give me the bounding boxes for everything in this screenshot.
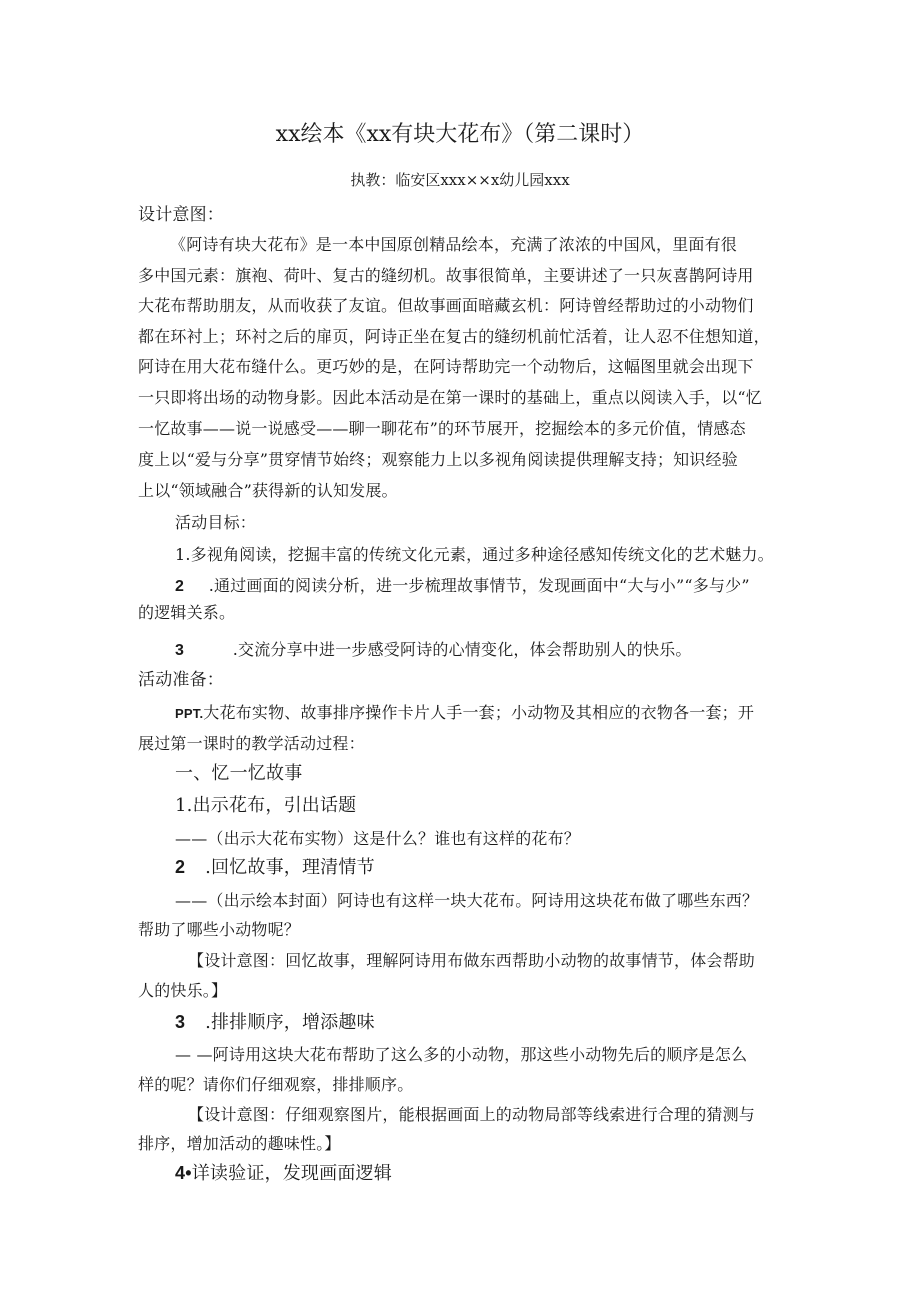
design-line-5: 阿诗在用大花布缝什么。更巧妙的是，在阿诗帮助完一个动物后，这幅图里就会出现下 [138, 357, 754, 376]
step-4-title-text: 详读验证，发现画面逻辑 [191, 1163, 392, 1184]
goal-item-2-cont: 的逻辑关系。 [138, 603, 236, 622]
step-3-question-2: 样的呢？请你们仔细观察，排排顺序。 [138, 1075, 414, 1094]
step-4-title [175, 1163, 392, 1184]
design-line-4: 都在环衬上；环衬之后的扉页，阿诗正坐在复古的缝纫机前忙活着，让人忍不住想知道， [138, 327, 770, 346]
step-3-number: 3 [175, 1012, 186, 1032]
step-2-note-1: 【设计意图：回忆故事，理解阿诗用布做东西帮助小动物的故事情节，体会帮助 [188, 951, 756, 970]
design-line-6: 一只即将出场的动物身影。因此本活动是在第一课时的基础上，重点以阅读入手，以“忆 [138, 388, 762, 407]
goal-item-1: 1.多视角阅读，挖掘丰富的传统文化元素，通过多种途径感知传统文化的艺术魅力。 [175, 545, 774, 564]
step-2-question-1: ——（出示绘本封面）阿诗也有这样一块大花布。阿诗用这块花布做了哪些东西？ [175, 891, 759, 910]
step-2-number: 2 [175, 857, 186, 877]
step-2-title-text: .回忆故事，理清情节 [205, 857, 375, 878]
step-2-title [175, 857, 375, 878]
step-3-title [175, 1012, 375, 1033]
design-line-7: 一忆故事——说一说感受——聊一聊花布”的环节展开，挖掘绘本的多元价值，情感态 [138, 419, 746, 438]
prep-line-1-text: 大花布实物、故事排序操作卡片人手一套；小动物及其相应的衣物各一套；开 [203, 703, 755, 722]
goal-item-3-number: 3 [175, 642, 185, 659]
step-2-question-2: 帮助了哪些小动物呢？ [138, 920, 301, 939]
design-heading: 设计意图： [138, 205, 224, 225]
goal-item-3-text: .交流分享中进一步感受阿诗的心情变化，体会帮助别人的快乐。 [232, 640, 692, 659]
design-line-8: 度上以“爱与分享”贯穿情节始终；观察能力上以多视角阅读提供理解支持；知识经验 [138, 450, 738, 469]
design-line-1: 《阿诗有块大花布》是一本中国原创精品绘本，充满了浓浓的中国风，里面有很 [170, 235, 738, 254]
goal-item-2 [175, 576, 750, 597]
goals-heading: 活动目标： [175, 513, 257, 532]
step-1-title: 1.出示花布，引出话题 [175, 795, 357, 816]
step-2-note-2: 人的快乐。】 [138, 981, 228, 1000]
step-1-question: ——（出示大花布实物）这是什么？谁也有这样的花布？ [175, 829, 581, 848]
document-subtitle: 执教：临安区xxx××x幼儿园xxx [350, 171, 570, 189]
prep-line-1-prefix: PPT. [175, 706, 204, 721]
design-line-9: 上以“领域融合”获得新的认知发展。 [138, 481, 398, 500]
goal-item-2-number: 2 [175, 578, 185, 595]
prep-line-2: 展过第一课时的教学活动过程： [138, 734, 365, 753]
document-title: xx绘本《xx有块大花布》（第二课时） [275, 122, 645, 147]
design-line-3: 大花布帮助朋友，从而收获了友谊。但故事画面暗藏玄机：阿诗曾经帮助过的小动物们 [138, 296, 754, 315]
goal-item-3 [175, 640, 692, 661]
prep-line-1 [175, 703, 754, 724]
step-3-note-1: 【设计意图：仔细观察图片，能根据画面上的动物局部等线索进行合理的猜测与 [188, 1105, 756, 1124]
goal-item-2-text: .通过画面的阅读分析，进一步梳理故事情节，发现画面中“大与小”“多与少” [208, 576, 750, 595]
step-3-note-2: 排序，增加活动的趣味性。】 [138, 1134, 341, 1153]
prep-heading: 活动准备： [138, 670, 224, 690]
step-4-number: 4• [175, 1163, 192, 1183]
step-3-title-text: .排排顺序，增添趣味 [205, 1012, 375, 1033]
design-line-2: 多中国元素：旗袍、荷叶、复古的缝纫机。故事很简单，主要讲述了一只灰喜鹊阿诗用 [138, 266, 754, 285]
section-1-heading: 一、忆一忆故事 [175, 763, 303, 784]
step-3-question-1: — —阿诗用这块大花布帮助了这么多的小动物，那这些小动物先后的顺序是怎么 [175, 1045, 748, 1064]
